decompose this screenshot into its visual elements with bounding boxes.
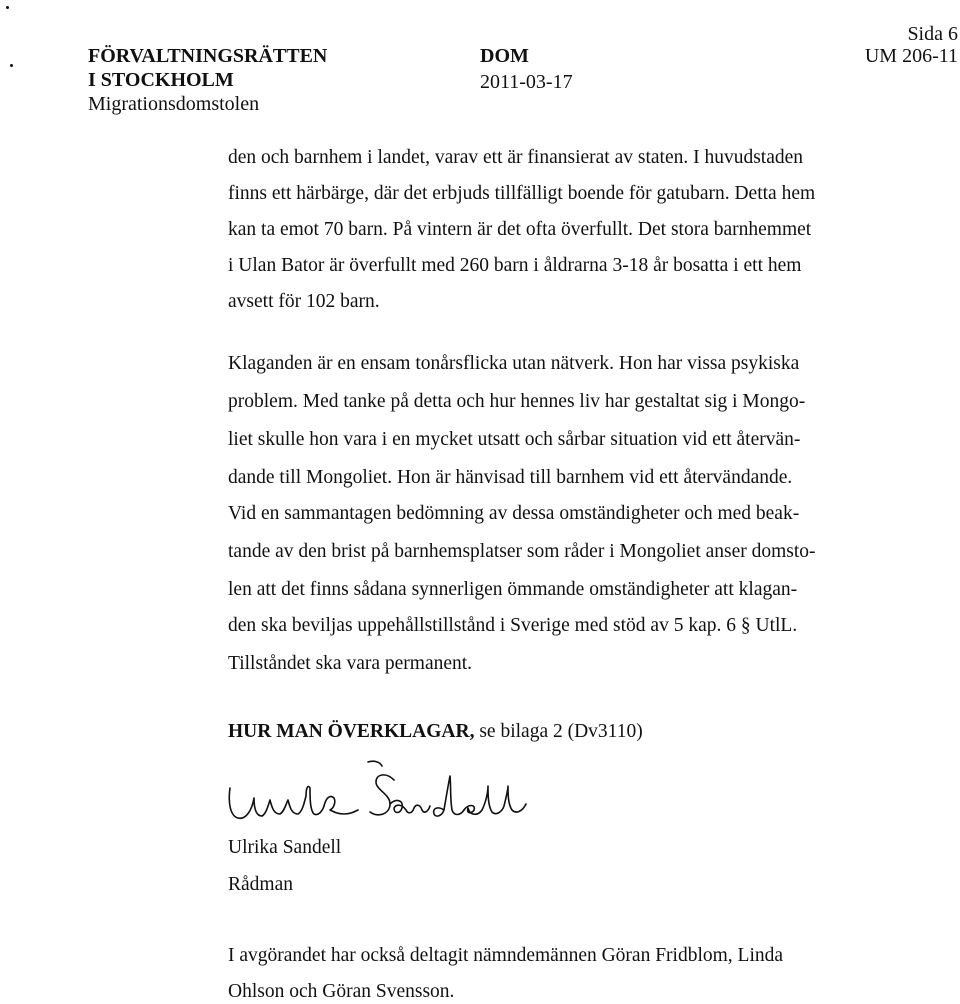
paragraph2-line: tande av den brist på barnhemsplatser som råder i Mongoliet anser domsto- xyxy=(228,541,816,562)
paragraph1-line: avsett för 102 barn. xyxy=(228,291,380,312)
footer-line: Ohlson och Göran Svensson. xyxy=(228,981,455,1002)
paragraph2-line: problem. Med tanke på detta och hur hennes liv har gestaltat sig i Mongo- xyxy=(228,391,806,412)
signer-title: Rådman xyxy=(228,874,293,895)
signer-name: Ulrika Sandell xyxy=(228,837,342,858)
paragraph2-line: Tillståndet ska vara permanent. xyxy=(228,653,473,674)
paragraph1-line: den och barnhem i landet, varav ett är finansierat av staten. I huvudstaden xyxy=(228,147,804,168)
paragraph1-line: i Ulan Bator är överfullt med 260 barn i åldrarna 3-18 år bosatta i ett hem xyxy=(228,255,802,276)
page-number: Sida 6 xyxy=(907,23,958,45)
scan-mark xyxy=(10,64,13,67)
paragraph2-line: Klaganden är en ensam tonårsflicka utan nätverk. Hon har vissa psykiska xyxy=(228,353,800,374)
court-department: Migrationsdomstolen xyxy=(88,93,260,115)
paragraph2-line: liet skulle hon vara i en mycket utsatt och sårbar situation vid ett återvän- xyxy=(228,429,801,450)
appeal-instructions xyxy=(228,720,643,744)
case-number: UM 206-11 xyxy=(864,45,958,67)
paragraph2-line: Vid en sammantagen bedömning av dessa omständigheter och med beak- xyxy=(228,503,800,524)
appeal-reference: se bilaga 2 (Dv3110) xyxy=(474,721,643,742)
court-name: FÖRVALTNINGSRÄTTEN xyxy=(88,45,328,67)
document-date: 2011-03-17 xyxy=(480,71,573,93)
paragraph1-line: finns ett härbärge, där det erbjuds tillfälligt boende för gatubarn. Detta hem xyxy=(228,183,816,204)
handwritten-signature xyxy=(226,758,546,830)
scan-mark xyxy=(6,6,9,9)
paragraph2-line: len att det finns sådana synnerligen ömmande omständigheter att klagan- xyxy=(228,579,798,600)
paragraph2-line: den ska beviljas uppehållstillstånd i Sverige med stöd av 5 kap. 6 § UtlL. xyxy=(228,615,798,636)
document-type: DOM xyxy=(480,45,529,67)
paragraph2-line: dande till Mongoliet. Hon är hänvisad till barnhem vid ett återvändande. xyxy=(228,467,793,488)
court-city: I STOCKHOLM xyxy=(88,69,234,91)
footer-line: I avgörandet har också deltagit nämndemännen Göran Fridblom, Linda xyxy=(228,945,784,966)
paragraph1-line: kan ta emot 70 barn. På vintern är det ofta överfullt. Det stora barnhemmet xyxy=(228,219,812,240)
appeal-heading: HUR MAN ÖVERKLAGAR, xyxy=(228,721,475,742)
